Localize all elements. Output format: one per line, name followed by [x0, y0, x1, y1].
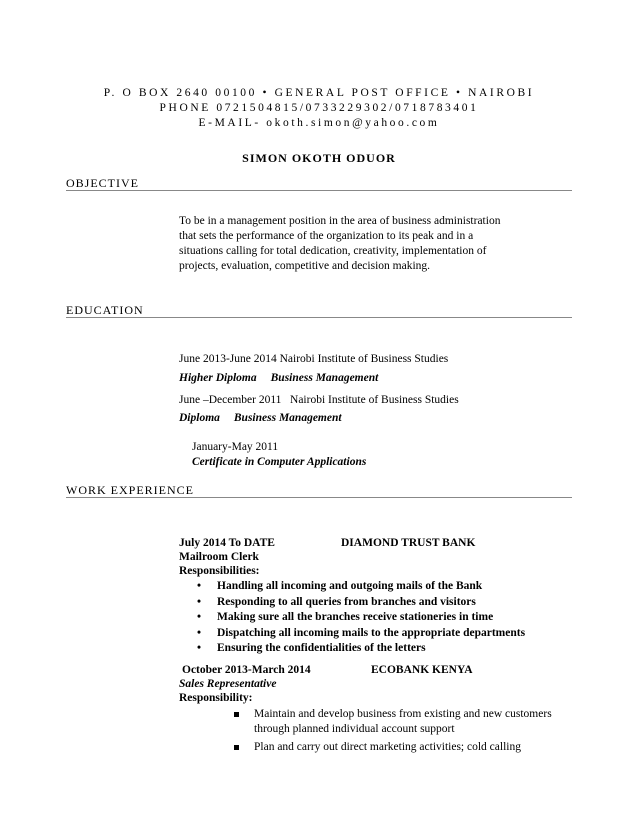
award-field: Business Management — [233, 412, 342, 424]
education-entry-dates: June 2013-June 2014 Nairobi Institute of Business Studies — [179, 353, 449, 365]
list-item: • Ensuring the confidentialities of the letters — [217, 641, 557, 657]
list-item: • Dispatching all incoming mails to the appropriate departments — [217, 626, 557, 642]
section-divider — [66, 317, 572, 318]
education-entry-dates: January-May 2011 — [192, 441, 279, 453]
square-bullet-icon — [234, 712, 239, 717]
objective-line: To be in a management position in the area of business administration — [179, 215, 501, 227]
section-divider — [66, 190, 572, 191]
objective-line: projects, evaluation, competitive and decision making. — [179, 260, 431, 272]
job-employer: ECOBANK KENYA — [371, 664, 473, 676]
work-experience-heading: WORK EXPERIENCE — [66, 483, 194, 497]
list-item: • Handling all incoming and outgoing mails of the Bank — [217, 579, 557, 595]
list-item: • Responding to all queries from branches and visitors — [217, 595, 557, 611]
responsibility-list — [254, 707, 574, 755]
job-title: Sales Representative — [179, 678, 277, 690]
bullet-icon: • — [197, 611, 202, 623]
email-line: E-MAIL- okoth.simon@yahoo.com — [198, 117, 440, 129]
award-field: Business Management — [270, 372, 379, 384]
award-name: Higher Diploma — [179, 372, 257, 384]
objective-line: situations calling for total dedication, creativity, implementation of — [179, 245, 487, 257]
education-heading: EDUCATION — [66, 303, 144, 317]
list-item: Maintain and develop business from existing and new customers — [254, 707, 574, 722]
job-period: July 2014 To DATE — [179, 537, 275, 549]
objective-line: that sets the performance of the organization to its peak and in a — [179, 230, 474, 242]
bullet-icon: • — [197, 580, 202, 592]
objective-text — [179, 214, 500, 274]
education-entry-award — [179, 368, 378, 386]
job-title: Mailroom Clerk — [179, 551, 259, 563]
phone-line: PHONE 0721504815/0733229302/0718783401 — [159, 102, 479, 114]
responsibility-list — [197, 579, 557, 657]
job-responsibilities-label: Responsibility: — [179, 692, 253, 704]
education-entry-dates: June –December 2011 Nairobi Institute of Business Studies — [179, 394, 459, 406]
candidate-name: SIMON OKOTH ODUOR — [242, 151, 396, 165]
job-employer: DIAMOND TRUST BANK — [341, 537, 476, 549]
bullet-icon: • — [197, 642, 202, 654]
award-name: Diploma — [179, 412, 220, 424]
list-item: Plan and carry out direct marketing activities; cold calling — [254, 740, 574, 755]
section-divider — [66, 497, 572, 498]
job-period: October 2013-March 2014 — [182, 664, 311, 676]
list-item: through planned individual account support — [254, 723, 455, 735]
list-item: • Making sure all the branches receive stationeries in time — [217, 610, 557, 626]
square-bullet-icon — [234, 745, 239, 750]
award-name: Certificate in Computer Applications — [192, 456, 367, 468]
address-line: P. O BOX 2640 00100 • GENERAL POST OFFICE • NAIROBI — [103, 87, 535, 99]
bullet-icon: • — [197, 595, 202, 608]
education-entry-award — [179, 408, 342, 426]
job-responsibilities-label: Responsibilities: — [179, 565, 260, 577]
objective-heading: OBJECTIVE — [66, 176, 139, 190]
bullet-icon: • — [197, 626, 202, 639]
